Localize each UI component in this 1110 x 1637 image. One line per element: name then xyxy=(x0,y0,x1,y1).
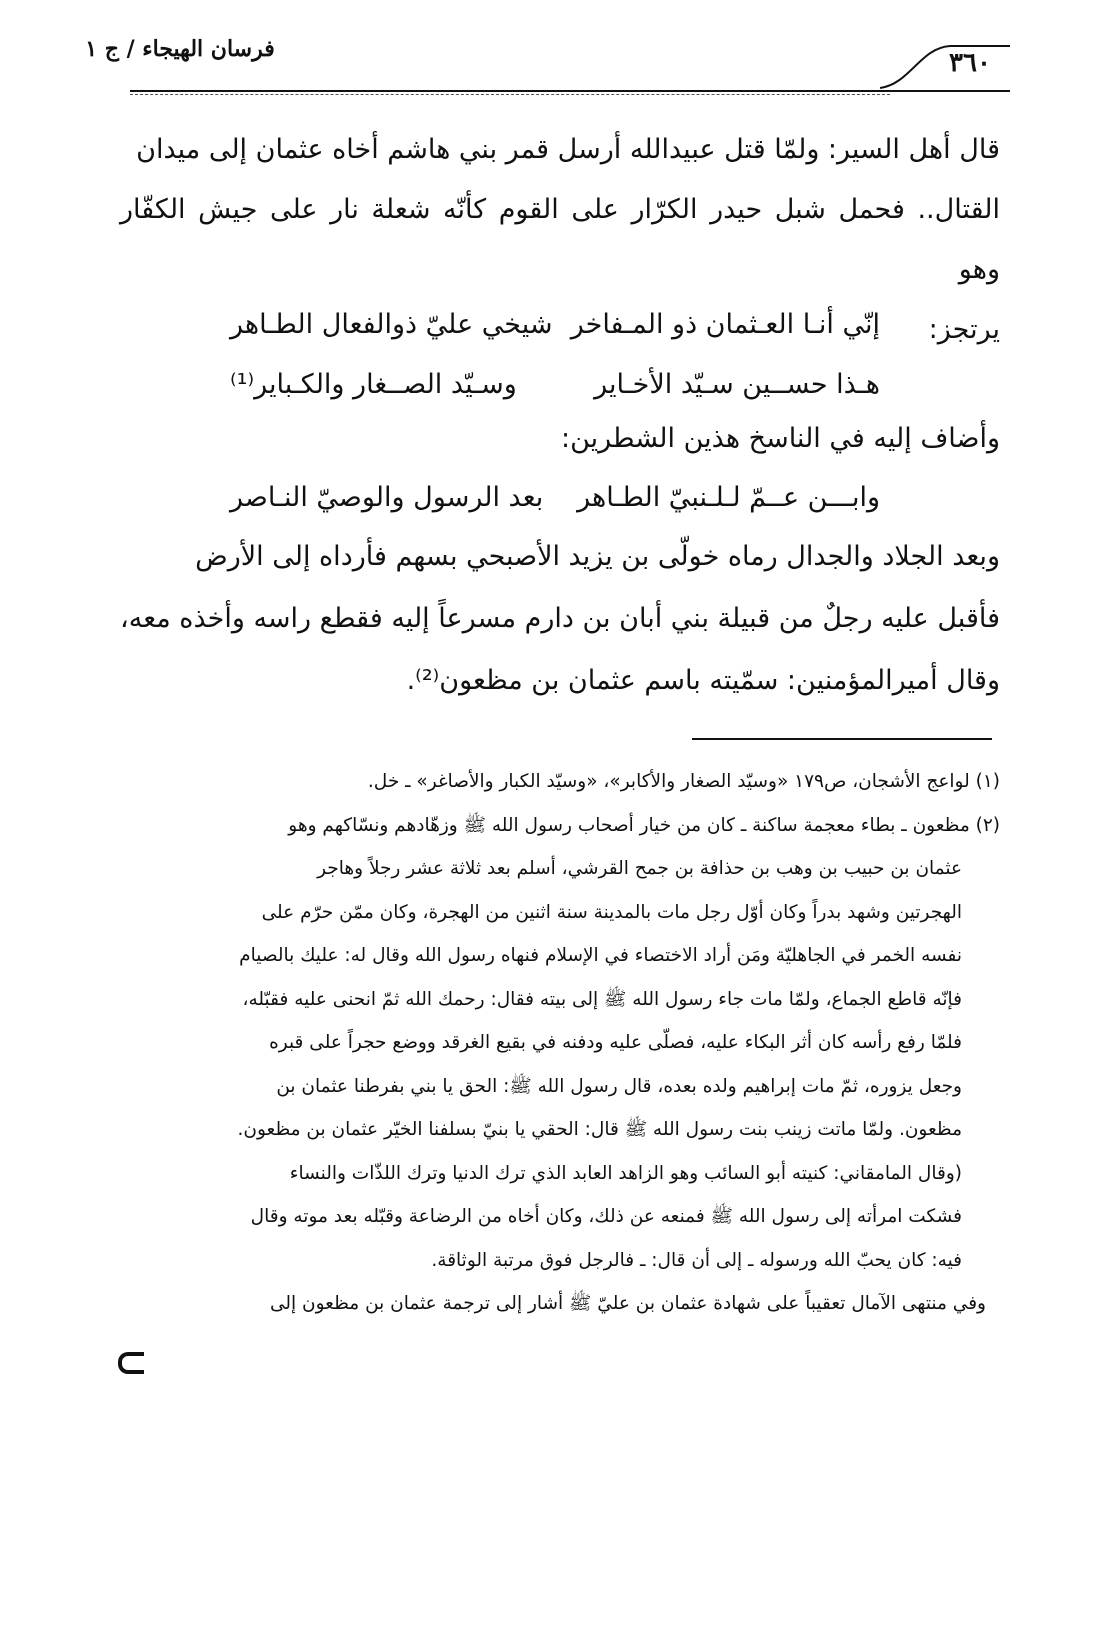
text-line: فأقبل عليه رجلٌ من قبيلة بني أبان بن دارم مسرعاً إليه فقطع راسه وأخذه معه، xyxy=(120,603,1000,634)
text-line: يرتجز: xyxy=(928,314,1000,345)
footnote-line: فشكت امرأته إلى رسول الله ﷺ فمنعه عن ذلك، وكان أخاه من الرضاعة وقبّله بعد موته وقال xyxy=(250,1206,962,1227)
footnote-line: الهجرتين وشهد بدراً وكان أوّل رجل مات بالمدينة سنة اثنين من الهجرة، وكان ممّن حرّم على xyxy=(261,901,962,923)
hemistich-second: بعد الرسول والوصيّ النـاصر xyxy=(230,482,544,513)
text-line: القتال.. فحمل شبل حيدر الكرّار على القوم كأنّه شعلة نار على جيش الكفّار وهو xyxy=(120,194,1000,285)
footnote-line: مظعون. ولمّا ماتت زينب بنت رسول الله ﷺ قال: الحقي يا بنيّ بسلفنا الخيّر عثمان بن مظعون. xyxy=(237,1119,962,1140)
hemistich-second: وسـيّد الصــغار والكـباير⁽¹⁾ xyxy=(230,369,517,400)
footnote-line: عثمان بن حبيب بن وهب بن حذافة بن جمح القرشي، أسلم بعد ثلاثة عشر رجلاً وهاجر xyxy=(317,858,962,879)
footnote-line: فإنّه قاطع الجماع، ولمّا مات جاء رسول الله ﷺ إلى بيته فقال: رحمك الله ثمّ انحنى عليه فقبّله، xyxy=(242,988,962,1010)
header-rule xyxy=(130,90,1010,92)
added-poem-verse xyxy=(230,468,880,528)
text-line: وبعد الجلاد والجدال رماه خولّى بن يزيد الأصبحي بسهم فأرداه إلى الأرض xyxy=(195,541,1000,572)
footnote-line: نفسه الخمر في الجاهليّة ومَن أراد الاختصاء في الإسلام فنهاه رسول الله وقال له: عليك بالصيام xyxy=(239,945,962,966)
footnote-line: (وقال المامقاني: كنيته أبو السائب وهو الزاهد العابد الذي ترك الدنيا وترك اللذّات والنساء xyxy=(289,1162,962,1184)
footnote-line: وجعل يزوره، ثمّ مات إبراهيم ولده بعده، قال رسول الله ﷺ: الحق يا بني بفرطنا عثمان بن xyxy=(276,1075,962,1097)
hemistich-first: هـذا حســين سـيّد الأخـاير xyxy=(594,369,880,400)
footnote-line: فلمّا رفع رأسه كان أثر البكاء عليه، فصلّى عليه ودفنه في بقيع الغرقد ووضع حجراً على قبره xyxy=(269,1032,962,1053)
page-number: ٣٦٠ xyxy=(949,48,991,78)
header-rule-dashed xyxy=(130,94,890,95)
poem-verse xyxy=(230,355,880,415)
footnote-separator xyxy=(692,738,992,740)
footnotes xyxy=(110,760,1000,1326)
poem-verses xyxy=(230,295,880,415)
added-verse-intro xyxy=(120,408,1000,470)
continuation-mark xyxy=(118,1352,144,1374)
hemistich-second: شيخي عليّ ذوالفعال الطـاهر xyxy=(230,309,553,340)
footnote-line: (١) لواعج الأشجان، ص١٧٩ «وسيّد الصغار والأكابر»، «وسيّد الكبار والأصاغر» ـ خل. xyxy=(367,771,1000,792)
poem-verse xyxy=(230,468,880,528)
text-line: قال أهل السير: ولمّا قتل عبيدالله أرسل قمر بني هاشم أخاه عثمان إلى ميدان xyxy=(136,134,1000,165)
running-head-title: فرسان الهيجاء / ج ١ xyxy=(85,36,275,62)
hemistich-first: وابـــن عــمّ لـلـنبيّ الطـاهر xyxy=(577,482,880,513)
hemistich-first: إنّي أنـا العـثمان ذو المـفاخر xyxy=(570,309,880,340)
text-line: وأضاف إليه في الناسخ هذين الشطرين: xyxy=(560,423,1000,454)
footnote-line: وفي منتهى الآمال تعقيباً على شهادة عثمان بن عليّ ﷺ أشار إلى ترجمة عثمان بن مظعون إلى xyxy=(269,1293,986,1314)
footnote-line: (٢) مظعون ـ بطاء معجمة ساكنة ـ كان من خيار أصحاب رسول الله ﷺ وزهّادهم ونسّاكهم وهو xyxy=(288,814,1000,836)
closing-paragraph xyxy=(120,526,1000,712)
poem-verse xyxy=(230,295,880,355)
text-line: وقال أميرالمؤمنين: سمّيته باسم عثمان بن مظعون⁽²⁾. xyxy=(406,665,1000,696)
footnote-line: فيه: كان يحبّ الله ورسوله ـ إلى أن قال: ـ فالرجل فوق مرتبة الوثاقة. xyxy=(431,1249,962,1271)
